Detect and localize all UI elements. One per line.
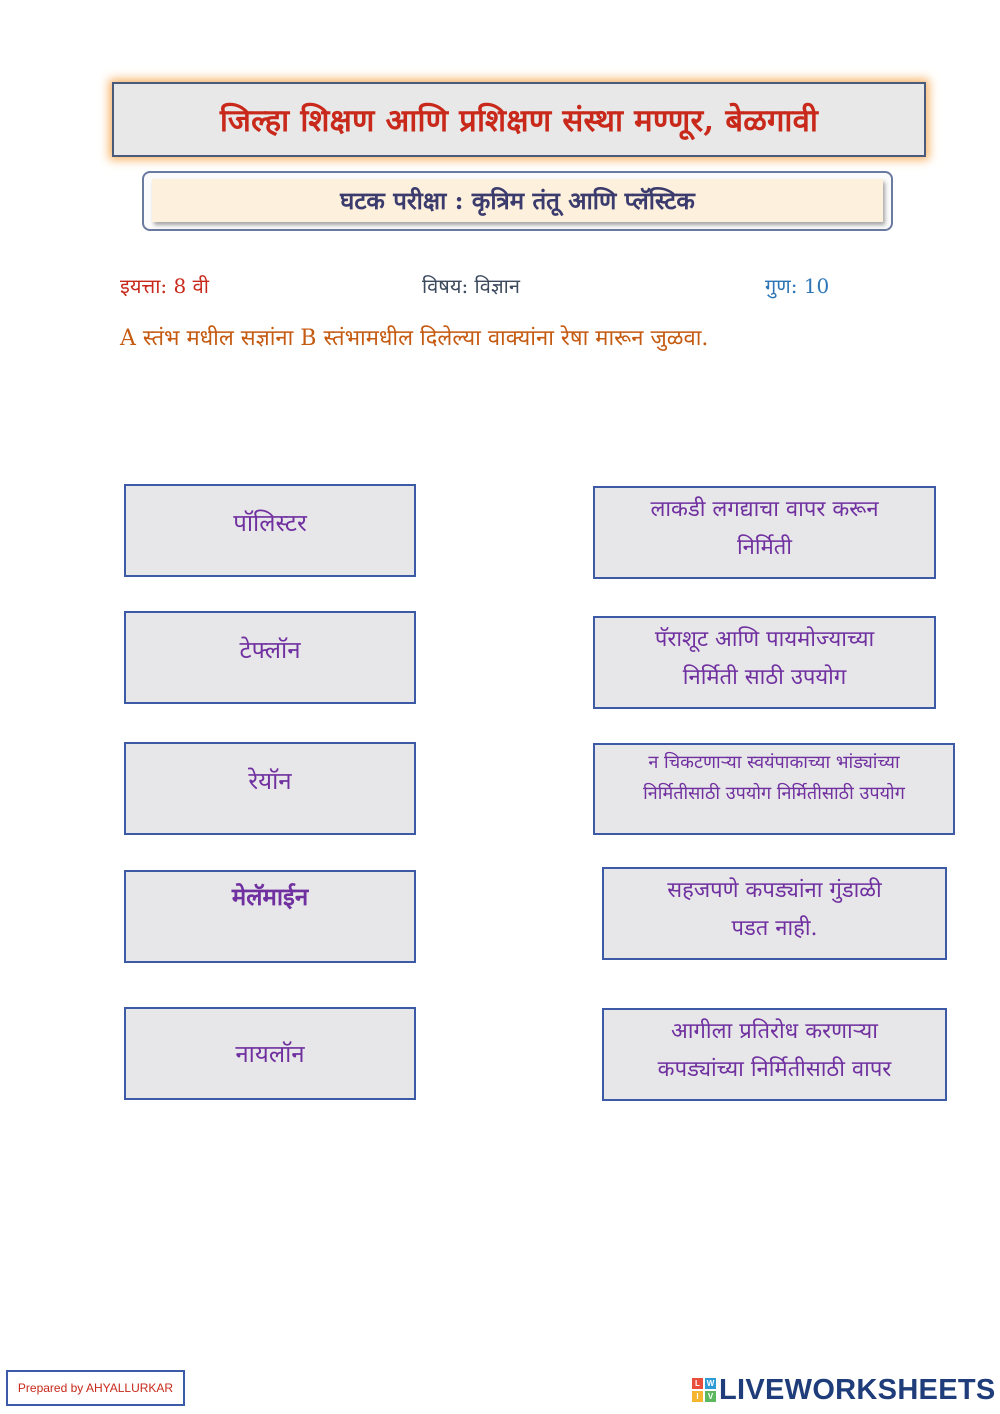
subject-label: विषय: विज्ञान (422, 274, 520, 298)
column-a-item-rayon[interactable] (124, 742, 416, 835)
column-b-item-2[interactable] (593, 616, 936, 709)
column-b-item-3[interactable] (593, 743, 955, 835)
liveworksheets-logo-text: LIVEWORKSHEETS (719, 1373, 996, 1406)
column-b-line: पॅराशूट आणि पायमोज्याच्या (654, 627, 875, 652)
test-title-panel (152, 179, 883, 222)
test-title: घटक परीक्षा : कृत्रिम तंतू आणि प्लॅस्टिक (340, 186, 695, 215)
column-b-line: निर्मितीसाठी उपयोग निर्मितीसाठी उपयोग (643, 783, 905, 804)
prepared-by-text: Prepared by AHYALLURKAR (17, 1381, 174, 1395)
institute-title: जिल्हा शिक्षण आणि प्रशिक्षण संस्था मण्णूर, बेळगावी (219, 102, 819, 139)
column-b-line: न चिकटणाऱ्या स्वयंपाकाच्या भांड्यांच्या (648, 752, 900, 773)
column-b-item-1[interactable] (593, 486, 936, 579)
prepared-by-badge (6, 1370, 185, 1406)
logo-square: L (692, 1378, 703, 1389)
column-a-item-label: टेफ्लॉन (239, 636, 301, 664)
column-a-item-label: पॉलिस्टर (233, 509, 307, 537)
column-a-item-polyester[interactable] (124, 484, 416, 577)
column-b-line: सहजपणे कपड्यांना गुंडाळी (667, 878, 882, 903)
logo-square: W (706, 1379, 715, 1388)
liveworksheets-logo-icon (692, 1378, 716, 1402)
institute-banner (112, 82, 926, 157)
liveworksheets-logo[interactable] (692, 1374, 996, 1406)
column-b-line: पडत नाही. (731, 916, 818, 941)
column-b-line: लाकडी लगद्याचा वापर करून (650, 497, 879, 522)
column-b-line: निर्मिती साठी उपयोग (682, 665, 847, 690)
class-label: इयत्ता: 8 वी (120, 274, 209, 298)
column-a-item-label: रेयॉन (248, 767, 292, 795)
column-a-item-teflon[interactable] (124, 611, 416, 704)
logo-square: V (705, 1391, 716, 1402)
column-b-line: कपड्यांच्या निर्मितीसाठी वापर (657, 1057, 892, 1082)
column-a-item-melamine[interactable] (124, 870, 416, 963)
logo-square: I (692, 1391, 703, 1402)
column-b-line: आगीला प्रतिरोध करणाऱ्या (671, 1019, 878, 1044)
column-b-item-5[interactable] (602, 1008, 947, 1101)
column-a-item-label: नायलॉन (235, 1040, 305, 1068)
instruction-text: A स्तंभ मधील सज्ञांना B स्तंभामधील दिलेल्या वाक्यांना रेषा मारून जुळवा. (120, 326, 709, 351)
column-b-item-4[interactable] (602, 867, 947, 960)
test-title-banner (142, 171, 893, 231)
column-a-item-label: मेलॅमाईन (231, 882, 309, 911)
column-b-line: निर्मिती (736, 535, 792, 560)
marks-label: गुण: 10 (765, 274, 830, 298)
column-a-item-nylon[interactable] (124, 1007, 416, 1100)
